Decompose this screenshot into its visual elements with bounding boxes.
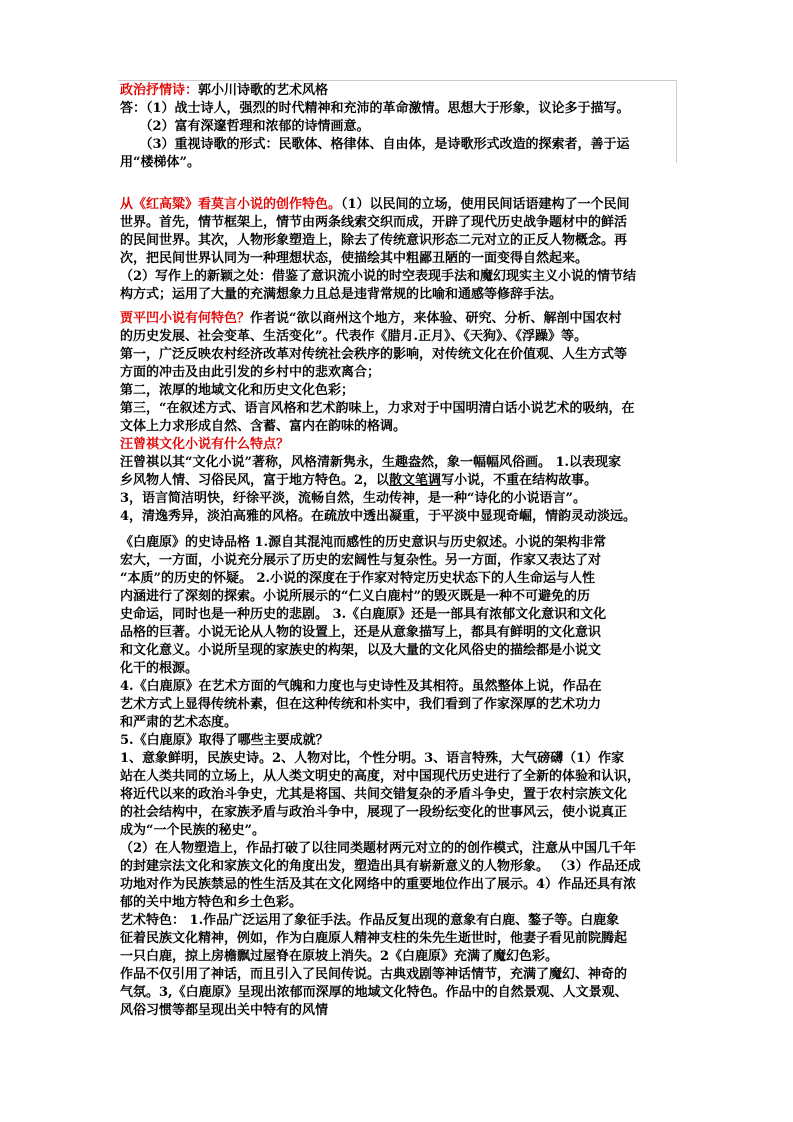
section-title-red: 贾平凹小说有何特色？: [120, 311, 251, 326]
text-line: 世界。首先，情节框架上，情节由两条线索交织而成，开辟了现代历史战争题材中的鲜活: [120, 215, 628, 230]
text-line: 内涵进行了深刻的探索。小说所展示的“仁义白鹿村”的毁灭既是一种不可避免的历: [120, 589, 590, 604]
text-line: （2）写作上的新颖之处：借鉴了意识流小说的时空表现手法和魔幻现实主义小说的情节结: [120, 269, 637, 284]
text-line: 艺术特色： 1.作品广泛运用了象征手法。作品反复出现的意象有白鹿、鏊子等。白鹿象: [120, 913, 620, 928]
text-line: 方面的冲击及由此引发的乡村中的悲欢离合；: [120, 365, 381, 380]
section-heading: [120, 310, 680, 328]
text-line: 构方式；运用了大量的充满想象力且总是违背常规的比喻和通感等修辞手法。: [120, 287, 563, 302]
section-title-red: 汪曾祺文化小说有什么特点？: [120, 437, 290, 452]
section-title-rest: （1）以民间的立场，使用民间话语建构了一个民间: [341, 197, 630, 212]
text-line: 气氛。3,《白鹿原》呈现出浓郁而深厚的地域文化特色。作品中的自然景观、人文景观、: [120, 985, 628, 1000]
text-line: 文体上力求形成自然、含蓄、富内在韵味的格调。: [120, 419, 407, 434]
text-line: 化干的根源。: [120, 661, 199, 676]
text-line: 的社会结构中，在家族矛盾与政治斗争中，展现了一段纷纭变化的世事风云，使小说真正: [120, 805, 628, 820]
text-line: 品格的巨著。小说无论从人物的设置上，还是从意象描写上，都具有鲜明的文化意识: [120, 625, 602, 640]
section-bai-lu-yuan: [120, 534, 680, 1020]
text-line: “本质”的历史的怀疑。 2.小说的深度在于作家对特定历史状态下的人生命运与人性: [120, 571, 596, 586]
text-line: 和文化意义。小说所呈现的家族史的构架，以及大量的文化风俗史的描绘都是小说文: [120, 643, 602, 658]
section-guo-xiaochuan: [120, 82, 680, 172]
text-line: 郁的关中地方特色和乡土色彩。: [120, 895, 303, 910]
section-title-red: 从《红高粱》看莫言小说的创作特色。: [120, 197, 342, 212]
text-line: 的历史发展、社会变革、生活变化”。代表作《腊月.正月》、《天狗》、《浮躁》等。: [120, 329, 588, 344]
text-line: 一只白鹿，掠上房檐飘过屋脊在原坡上消失。2《白鹿原》充满了魔幻色彩。: [120, 949, 559, 964]
text-line: 第二，浓厚的地域文化和历史文化色彩；: [120, 383, 355, 398]
text-line: 1、意象鲜明，民族史诗。2、人物对比，个性分明。3、语言特殊，大气磅礴（1）作家: [120, 751, 625, 766]
text-line: 《白鹿原》的史诗品格 1.源自其混沌而感性的历史意识与历史叙述。小说的架构非常: [120, 535, 607, 550]
text-line: 次，把民间世界认同为一种理想状态，使描绘其中粗鄙丑陋的一面变得自然起来。: [120, 251, 589, 266]
text-line: （2）富有深邃哲理和浓郁的诗情画意。: [120, 119, 370, 134]
text-line: [120, 472, 680, 490]
section-title-rest: 作者说“欲以商州这个地方，来体验、研究、分析、解剖中国农村: [250, 311, 622, 326]
section-mo-yan: [120, 196, 680, 304]
text-line: 的封建宗法文化和家族文化的角度出发，塑造出具有崭新意义的人物形象。 （3）作品还成: [120, 859, 641, 874]
text-line: 功地对作为民族禁忌的性生活及其在文化网络中的重要地位作出了展示。4）作品还具有浓: [120, 877, 637, 892]
text-line: 宏大，一方面，小说充分展示了历史的宏阔性与复杂性。另一方面，作家又表达了对: [120, 553, 602, 568]
section-heading: [120, 82, 680, 100]
text-segment: 写小说，不重在结构故事。: [441, 473, 598, 488]
section-jia-pingwa: [120, 310, 680, 436]
text-line: 站在人类共同的立场上，从人类文明史的高度，对中国现代历史进行了全新的体验和认识，: [120, 769, 641, 784]
text-line: 答：（1）战士诗人，强烈的时代精神和充沛的革命激情。思想大于形象，议论多于描写。: [120, 101, 630, 116]
section-title-rest: 郭小川诗歌的艺术风格: [198, 83, 329, 98]
text-line: 第一，广泛反映农村经济改革对传统社会秩序的影响，对传统文化在价值观、人生方式等: [120, 347, 628, 362]
section-heading: [120, 196, 680, 214]
text-line: 汪曾祺以其“文化小说”著称，风格清新隽永，生趣盎然，象一幅幅风俗画。 1.以表现家: [120, 455, 622, 470]
text-line: 成为“一个民族的秘史”。: [120, 823, 265, 838]
text-line: 作品不仅引用了神话，而且引入了民间传说。古典戏剧等神话情节，充满了魔幻、神奇的: [120, 967, 628, 982]
text-line: 3，语言简洁明快，纡徐平淡，流畅自然，生动传神，是一种“诗化的小说语言”。: [120, 491, 587, 506]
section-title-red: 政治抒情诗：: [120, 83, 199, 98]
text-line: 第三，“在叙述方式、语言风格和艺术韵味上，力求对于中国明清白话小说艺术的吸纳，在: [120, 401, 635, 416]
text-line: 4.《白鹿原》在艺术方面的气魄和力度也与史诗性及其相符。虽然整体上说，作品在: [120, 679, 602, 694]
text-line: 史命运，同时也是一种历史的悲剧。 3.《白鹿原》还是一部具有浓郁文化意识和文化: [120, 607, 607, 622]
underlined-phrase: 散文笔调: [389, 473, 442, 488]
text-line: 4，清逸秀异，淡泊高雅的风格。在疏放中透出凝重，于平淡中显现奇崛，情韵灵动淡远。: [120, 509, 637, 524]
text-line: 风俗习惯等都呈现出关中特有的风情: [120, 1003, 329, 1018]
text-line: 和严肃的艺术态度。: [120, 715, 238, 730]
text-line: 的民间世界。其次，人物形象塑造上，除去了传统意识形态二元对立的正反人物概念。再: [120, 233, 628, 248]
text-line: 用“楼梯体”。: [120, 155, 200, 170]
text-line: （3）重视诗歌的形式：民歌体、格律体、自由体，是诗歌形式改造的探索者，善于运: [120, 137, 630, 152]
text-line: 艺术方式上显得传统朴素，但在这种传统和朴实中，我们看到了作家深厚的艺术功力: [120, 697, 602, 712]
text-line: （2）在人物塑造上，作品打破了以往同类题材两元对立的的创作模式，注意从中国几千年: [120, 841, 637, 856]
text-line: 征着民族文化精神，例如，作为白鹿原人精神支柱的朱先生逝世时，他妻子看见前院腾起: [120, 931, 628, 946]
text-line: 5.《白鹿原》取得了哪些主要成就？: [120, 733, 329, 748]
text-line: 将近代以来的政治斗争史，尤其是将国、共间交错复杂的矛盾斗争史，置于农村宗族文化: [120, 787, 628, 802]
text-segment: 乡风物人情、习俗民风，富于地方特色。2，以: [120, 473, 390, 488]
section-wang-zengqi: [120, 436, 680, 526]
